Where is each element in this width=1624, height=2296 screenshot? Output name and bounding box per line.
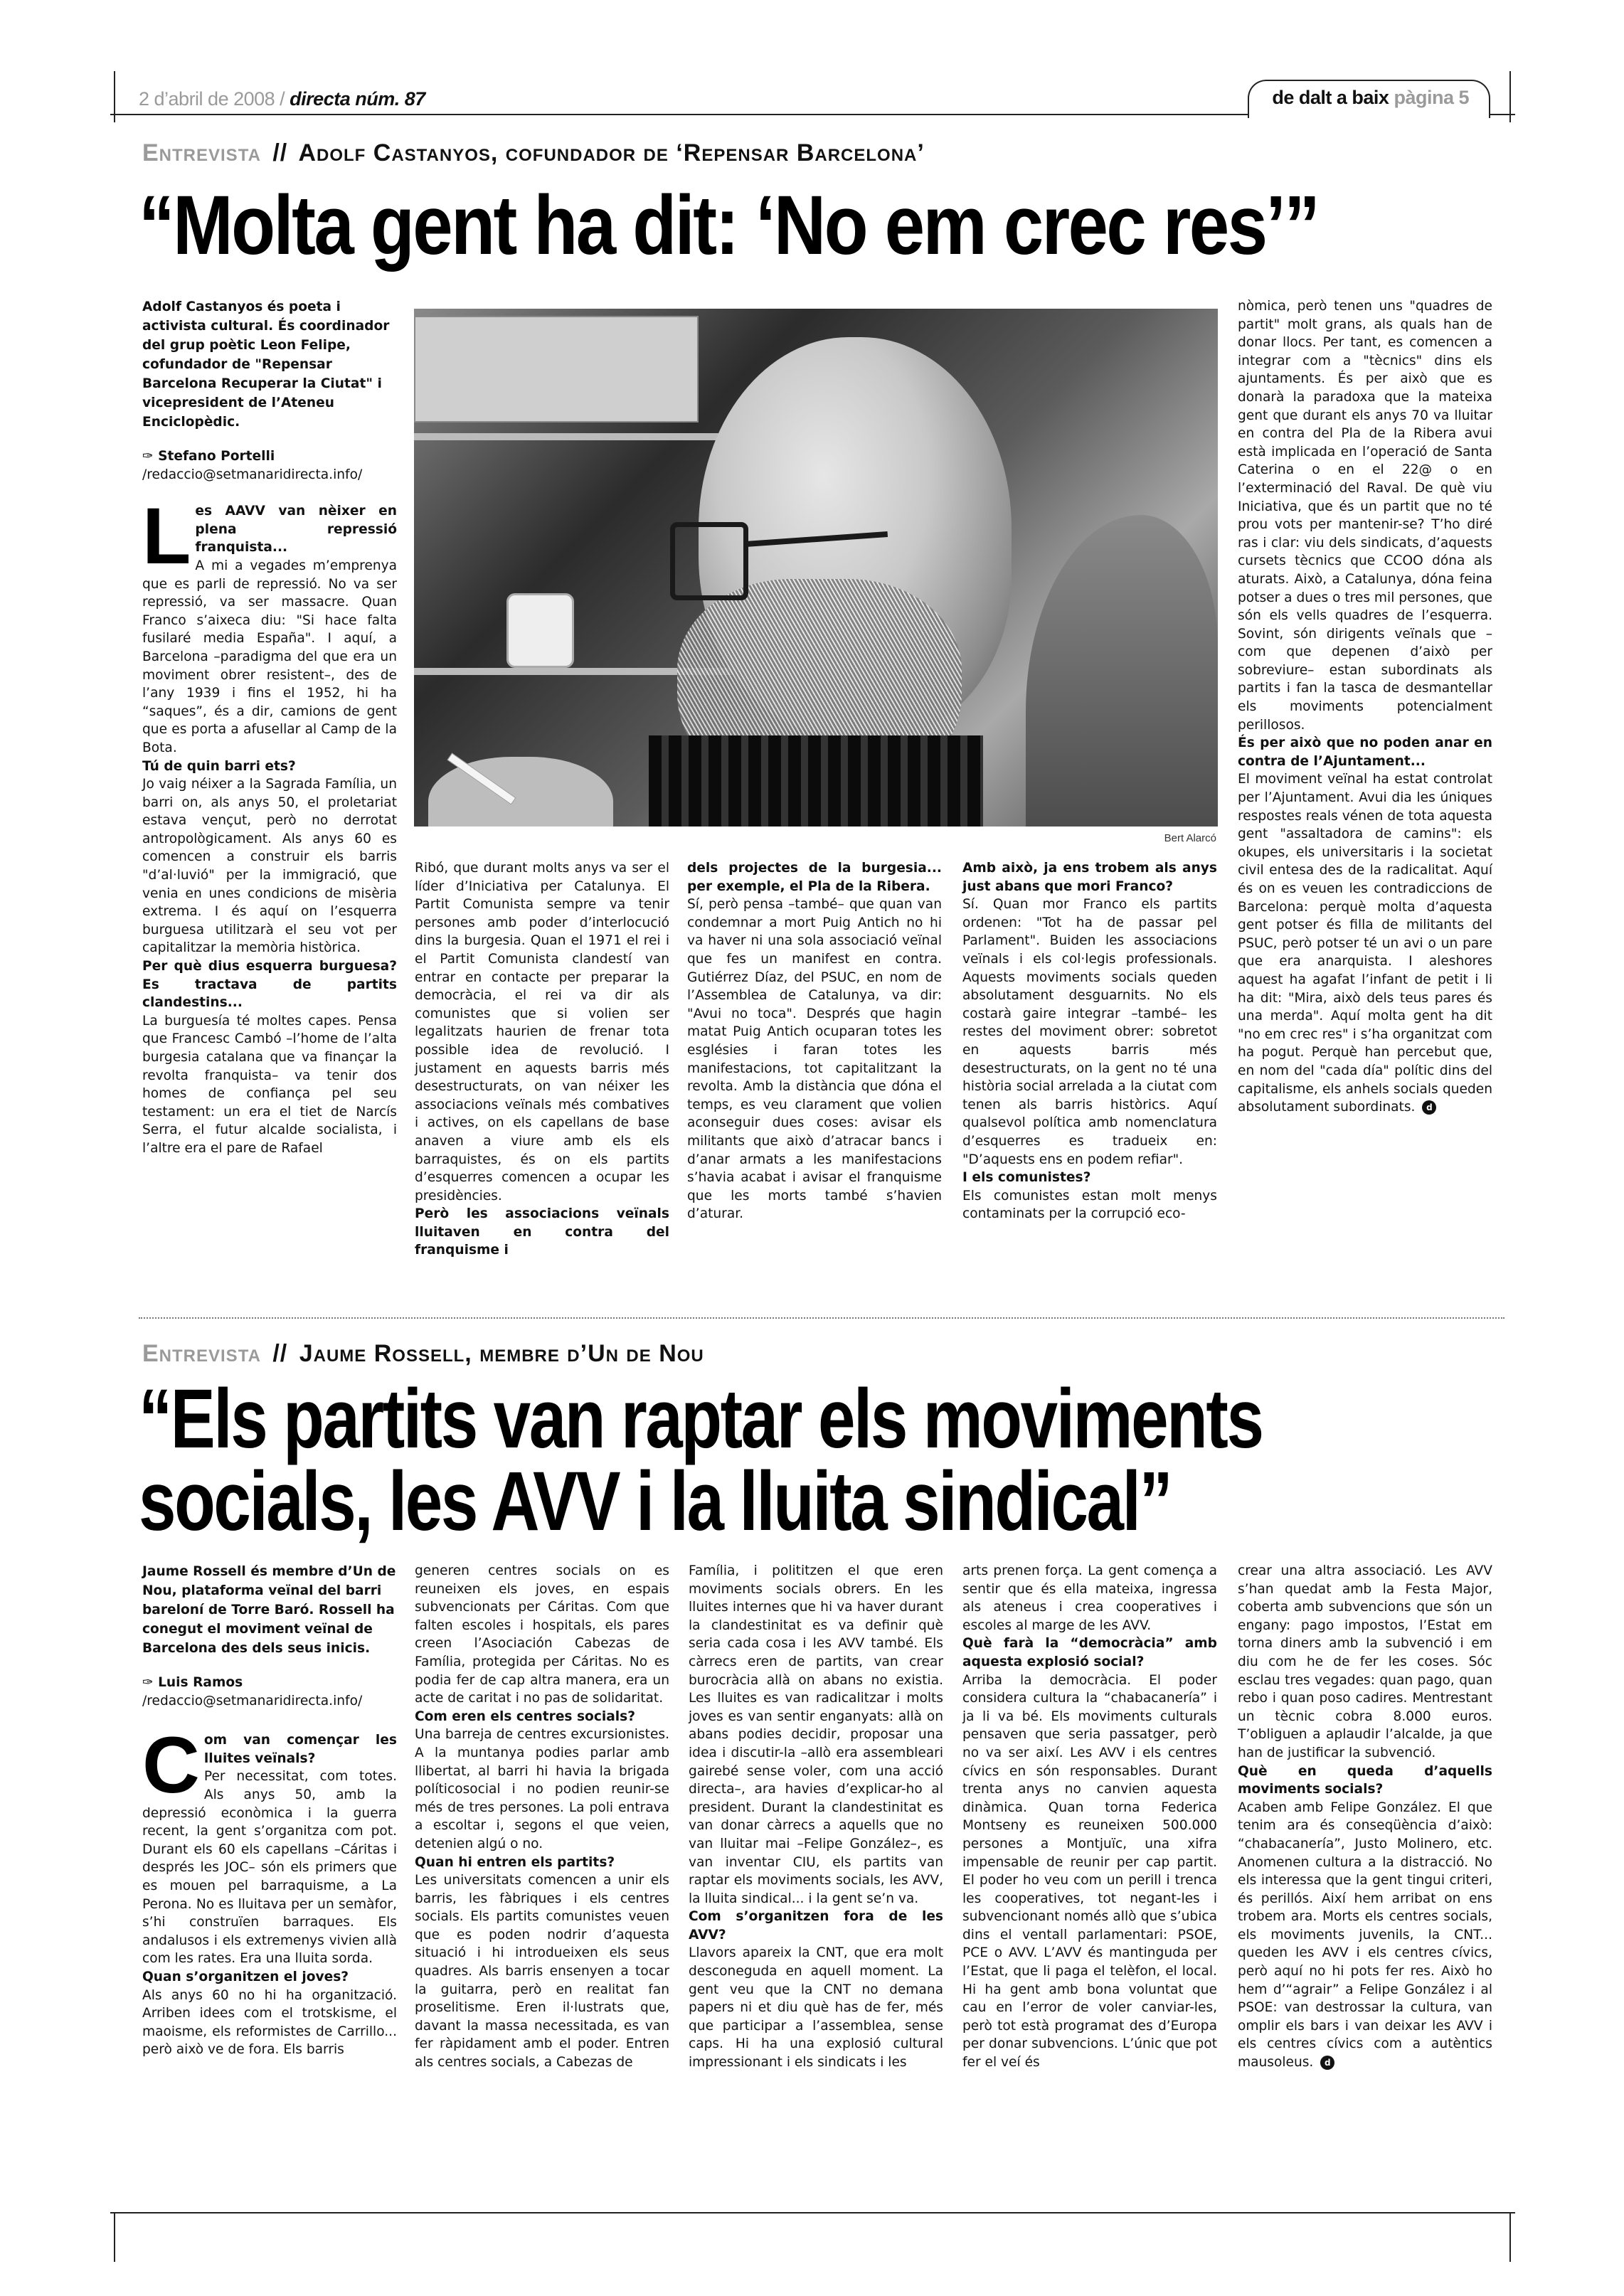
footer-rule — [110, 2212, 1515, 2213]
answer: arts prenen força. La gent comença a sentir que és ella mateixa, ingressa als ateneus i crea cooperatives i escoles al marge de les AVV. — [962, 1563, 1217, 1633]
question: Com s’organitzen fora de les AVV? — [689, 1909, 943, 1942]
end-mark-icon: d — [1422, 1100, 1436, 1115]
answer: Família, i polititzen el que eren moviments socials obrers. En les lluites internes que hi va haver durant la clandestinitat es va definir què seria cada cosa i les AVV també. Els càrrecs eren de partits, van crear burocràcia allà on abans no existia. Les lluites es van radicalitzar i molts joves es van sentir enganyats: allà on abans podies decidir, proposar una idea i discutir-la –allò era assembleari gairebé sense voler, com una acció directa–, ara havies d’explicar-ho al president. Durant la clandestinitat es van donar càrrecs a aquells que no van lluitar mai –Felipe González–, es van inventar CIU, els partits van raptar els moviments socials, les AVV, la lluita sindical... i la gent se’n va. — [689, 1563, 943, 1906]
section-tab — [1248, 80, 1490, 118]
answer: Ribó, que durant molts anys va ser el líder d’Iniciativa per Catalunya. El Partit Comunista sempre va tenir persones amb poder d’interlocució dins la burgesia. Quan el 1971 el rei i el Partit Comunista clandestí van entrar en contacte per preparar la democràcia, el rei va dir als comunistes que si volien ser legalitzats haurien de frenar tota possible idea de revolució. I justament en aquests barris més desestructurats, on van néixer les associacions veïnals més combatives i actives, on els capellans de base anaven a viure amb els els barraquistes, és on els partits d’esquerres comencen a ocupar les presidències. — [415, 861, 669, 1203]
kicker-label: Entrevista — [142, 1340, 261, 1367]
article1-column-3 — [687, 859, 942, 1223]
article1-headline: “Molta gent ha dit: ‘No em crec res’” — [139, 179, 1319, 272]
article-divider — [139, 1317, 1504, 1319]
answer: A mi a vegades m’emprenya que es parli de repressió. No va ser repressió, va ser massacre. Quan Franco s’aixeca diu: "Si hace falta fusilaré media España". I aquí, a Barcelona –paradigma del que era un moviment obrer resistent–, des de l’any 1939 i fins el 1952, hi ha “saques”, és a dir, camions de gent que es porta a afusellar al Camp de la Bota. — [142, 558, 397, 755]
photo-foreground — [1026, 515, 1218, 827]
article1-kicker — [142, 139, 925, 167]
question: Què farà la “democràcia” amb aquesta explosió social? — [962, 1636, 1217, 1669]
article1-lead: Adolf Castanyos és poeta i activista cultural. És coordinador del grup poètic Leon Felipe, cofundador de "Repensar Barcelona Recuperar la Ciutat" i vicepresident de l’Ateneu Enciclopèdic. — [142, 299, 390, 430]
author-email: /redaccio@setmanaridirecta.info/ — [142, 1693, 363, 1708]
answer: Els comunistes estan molt menys contaminats per la corrupció eco- — [962, 1188, 1217, 1222]
page-header — [139, 84, 1504, 115]
author-name: Luis Ramos — [158, 1675, 243, 1690]
answer: Arriba la democràcia. El poder considera cultura la “chabacanería” i ja li va bé. Els moviments culturals pensaven que seria passatger, però no va ser així. Les AVV i els centres cívics en són responsables. Durant trenta anys no canvien aquesta dinàmica. Quan torna Federica Montseny es reuneixen 500.000 persones a Montjuïc, una xifra impensable de reunir per cap partit. El poder ho veu com un perill i trenca les cooperatives, tot negant-les i subvencionant només allò que s’ubica dins el ventall parlamentari: PSOE, PCE o AVV. L’AVV és mantinguda per l’Estat, que li paga el telèfon, el local. Hi ha gent amb bona voluntat que cau en l’error de voler canviar-les, però tot està programat des d’Europa per donar subvencions. L’únic que pot fer el veí és — [962, 1672, 1217, 2071]
interviewee-photo — [414, 309, 1218, 827]
pen-nib-icon: ✑ — [142, 1675, 154, 1690]
answer: La burguesía té moltes capes. Pensa que Francesc Cambó –l’home de l’alta burgesia catalana que va finançar la revolta franquista– va tenir dos homes de confiança pel seu testament: un era el tiet de Narcís Serra, el futur alcalde socialista, i l’altre era el pare de Rafael — [142, 1013, 397, 1156]
article2-column-3 — [689, 1562, 943, 2072]
article1-column-5 — [1238, 297, 1492, 1117]
answer: Jo vaig néixer a la Sagrada Família, un barri on, als anys 50, el proletariat estava vençut, però no derrotat antropològicament. Als anys 60 es comencen a construir els barris "d’al·luvió" per la immigració, que venia en unes condicions de misèria extrema. I és aquí on l’esquerra burguesa utilitzarà el seu vot per capitalitzar la memòria històrica. — [142, 777, 397, 956]
article2-column-4 — [962, 1562, 1217, 2072]
answer: Sí, però pensa –també– que quan van condemnar a mort Puig Antich no hi va haver ni una sola associació veïnal que fes un manifest en contra. Gutiérrez Díaz, del PSUC, en nom de l’Assemblea de Catalunya, va dir: "Avui no toca". Després que hagin matat Puig Antich ocuparan totes les esglésies i faran totes les manifestacions, tot capitalitzant la revolta. Amb la distància que dóna el temps, es veu clarament que volien aconseguir dues coses: avisar els militants que això d’atracar bancs i d’anar armats a les manifestacions s’havia acabat i avisar el franquisme que les morts també s’havien d’aturar. — [687, 897, 942, 1222]
question: I els comunistes? — [962, 1170, 1091, 1186]
article2-byline — [142, 1674, 397, 1692]
answer: Les universitats comencen a unir els barris, les fàbriques i els centres socials. Els partits comunistes veuen que es poden nodrir d’aquesta situació i hi introdueixen els seus quadres. Als barris ensenyen a tocar la guitarra, però en realitat fan proselitisme. Eren il·lustrats que, davant la massa necessitada, es van fer ràpidament amb el poder. Entren als centres socials, a Cabezas de — [415, 1873, 669, 2071]
photo-shirt — [649, 735, 983, 827]
article1-column-1 — [142, 297, 397, 1158]
article2-kicker — [142, 1340, 704, 1368]
answer: Una barreja de centres excursionistes. A la muntanya podies parlar amb llibertat, al barri hi havia la brigada políticosocial i no podien reunir-se més de tres persones. La poli entrava a escoltar i, segons el que veien, detenien algú o no. — [415, 1727, 669, 1851]
article2-headline-line-2: socials, les AVV i la lluita sindical” — [139, 1455, 1172, 1548]
kicker-separator: // — [272, 1340, 288, 1367]
photo-radio — [414, 316, 699, 422]
question: Tú de quin barri ets? — [142, 758, 296, 774]
section-name: de dalt a baix — [1272, 87, 1389, 108]
article1-column-2 — [415, 859, 669, 1260]
photo-credit: Bert Alarcó — [1164, 832, 1216, 844]
question: es AAVV van nèixer en plena repressió franquista... — [195, 504, 397, 556]
answer: generen centres socials on es reuneixen els joves, en espais subvencionats per Cáritas. Com que falten escoles i hospitals, els pares creen l’Asociación Cabezas de Família, protegida per Cáritas. No es podia fer de cap altra manera, era un acte de caritat i no pas de solidaritat. — [415, 1563, 669, 1706]
answer: Als anys 60 no hi ha organització. Arriben idees com el trotskisme, el maoisme, els reformistes de Carrillo... però això ve de fora. Els barris — [142, 1987, 397, 2058]
photo-hand — [428, 757, 613, 827]
author-email: /redaccio@setmanaridirecta.info/ — [142, 467, 363, 482]
question: Per què dius esquerra burguesa? Es tractava de partits clandestins... — [142, 959, 397, 1011]
answer: El moviment veïnal ha estat controlat per l’Ajuntament. Avui dia les úniques respostes reals vénen de tota aquesta gent "assaltadora de camins": els okupes, els universitaris i la societat civil entesa des de la radicalitat. Aquí és on es veuen les contradiccions de Barcelona: perquè molta d’aquesta gent potser és filla de militants del PSUC, però potser té un avi o un pare que era anarquista. I aleshores aquest ha agafat l’infant de petit i li ha dit: "Mira, això dels teus pares és una merda". Aquí molta gent ha dit "no em crec res" i s’ha organitzat com ha pogut. Perquè han percebut que, en nom del "cada día" polític dins del capitalisme, els anhels socials queden absolutament subordinats. d — [1238, 772, 1492, 1115]
answer: Llavors apareix la CNT, que era molt desconeguda en aquell moment. La gent veu que la CNT no demana papers ni et diu què has de fer, més que participar a l’assemblea, sense caps. Hi ha una explosió cultural impressionant i els sindicats i les — [689, 1945, 943, 2071]
photo-clock — [506, 593, 574, 668]
kicker-label: Entrevista — [142, 139, 261, 166]
question: dels projectes de la burgesia... per exemple, el Pla de la Ribera. — [687, 861, 942, 894]
article2-column-1 — [142, 1562, 397, 2059]
drop-cap: C — [142, 1721, 200, 1810]
question: Com eren els centres socials? — [415, 1708, 635, 1724]
issue-date: 2 d’abril de 2008 — [139, 88, 275, 110]
article2-column-5 — [1238, 1562, 1492, 2072]
kicker-subject: Jaume Rossell, membre d’Un de Nou — [299, 1340, 704, 1367]
answer: crear una altra associació. Les AVV s’han quedat amb la Festa Major, coberta amb subvencions que són un engany: pago impostos, l’Estat em torna diners amb la subvenció i em diu com he de fer les coses. Sóc esclau tres vegades: quan pago, quan rebo i quan poso cadires. Mentrestant un tècnic cobra 8.000 euros. T’obliguen a aplaudir l’alcalde, ja que han de justificar la subvenció. — [1238, 1563, 1492, 1760]
photo-glasses — [670, 522, 748, 600]
author-name: Stefano Portelli — [158, 449, 275, 464]
article2-column-2 — [415, 1562, 669, 2072]
kicker-separator: // — [272, 139, 288, 166]
crop-mark-left-bottom — [114, 2212, 115, 2262]
question: Què en queda d’aquells moviments socials? — [1238, 1763, 1492, 1797]
article1-column-4 — [962, 859, 1217, 1223]
article1-byline — [142, 447, 397, 466]
answer: Per necessitat, com totes. Als anys 50, amb la depressió econòmica i la guerra recent, la gent s’organitza com pot. Durant els 60 els capellans –Cáritas i després les JOC– són els primers que es mouen pel barraquisme, a La Perona. No es lluitava per un semàfor, s’hi construïen barraques. Els andalusos i els extremenys vivien allà com les rates. Era una lluita sorda. — [142, 1769, 397, 1967]
crop-mark-right-bottom — [1509, 2212, 1511, 2262]
issue-info — [139, 88, 425, 110]
drop-cap: L — [142, 491, 191, 581]
photo-shelf — [414, 433, 741, 440]
question: Però les associacions veïnals lluitaven en contra del franquisme i — [415, 1206, 669, 1258]
question: És per això que no poden anar en contra de l’Ajuntament... — [1238, 735, 1492, 769]
issue-separator: / — [275, 88, 290, 110]
article2-lead: Jaume Rossell és membre d’Un de Nou, plataforma veïnal del barri bareloní de Torre Baró. Rossell ha conegut el moviment veïnal de Barcelona des dels seus inicis. — [142, 1564, 396, 1656]
pen-nib-icon: ✑ — [142, 449, 154, 464]
page-number: pàgina 5 — [1394, 87, 1469, 108]
issue-number: directa núm. 87 — [290, 88, 425, 110]
question: Quan s’organitzen el joves? — [142, 1969, 349, 1984]
question: Amb això, ja ens trobem als anys just abans que mori Franco? — [962, 861, 1217, 894]
answer: nòmica, però tenen uns "quadres de partit" molt grans, als quals han de donar llocs. Per tant, es comencen a integrar com a "tècnics" dins els ajuntaments. És per això que es donarà la paradoxa que la mateixa gent que durant els anys 70 va lluitar en contra del Pla de la Ribera avui està implicada en l’operació de Santa Caterina o en el 22@ o en l’exterminació del Raval. De què viu Iniciativa, que és un partit que no té prou vots per mantenir-se? T’ho diré ras i clar: viu dels sindicats, d’aquests cursets tècnics que CCOO dóna als aturats. Això, a Catalunya, dóna feina potser a dues o tres mil persones, que són els vells quadres de l’esquerra. Sovint, són dirigents veïnals que –com que depenen d’això per sobreviure– estan subordinats als partits i fan la tasca de desmantellar els moviments potencialment perillosos. — [1238, 299, 1492, 733]
answer: Acaben amb Felipe González. El que tenim ara és conseqüència d’això: “chabacanería”, Justo Molinero, etc. Anomenen cultura a la distracció. No els interessa que la gent tingui criteri, és perillós. Així hem arribat on ens trobem ara. Morts els centres socials, els moviments juvenils, la CNT... queden les AVV i els centres cívics, però aquí no hi pots fer res. Això ho hem d’“agrair” a Felipe González i al PSOE: van destrossar la cultura, van omplir els bars i van deixar les AVV i els centres cívics com a autèntics mausoleus. d — [1238, 1800, 1492, 2071]
question: om van començar les lluites veïnals? — [203, 1733, 397, 1766]
article2-headline-line-1: “Els partits van raptar els moviments — [139, 1372, 1263, 1466]
kicker-subject: Adolf Castanyos, cofundador de ‘Repensar Barcelona’ — [298, 139, 925, 166]
answer: Sí. Quan mor Franco els partits ordenen: "Tot ha de passar pel Parlament". Buiden les associacions veïnals i els col·legis professionals. Aquests moviments socials queden absolutament desguarnits. No els costarà gaire integrar –també– les restes del moviment obrer: sobretot en aquests barris més desestructurats, on la gent no té una història social arrelada a la ciutat com tenen als barris històrics. Aquí qualsevol política amb nomenclatura d’esquerres es tradueix en: "D’aquests ens en podem refiar". — [962, 897, 1217, 1167]
question: Quan hi entren els partits? — [415, 1854, 615, 1870]
end-mark-icon: d — [1320, 2056, 1334, 2070]
